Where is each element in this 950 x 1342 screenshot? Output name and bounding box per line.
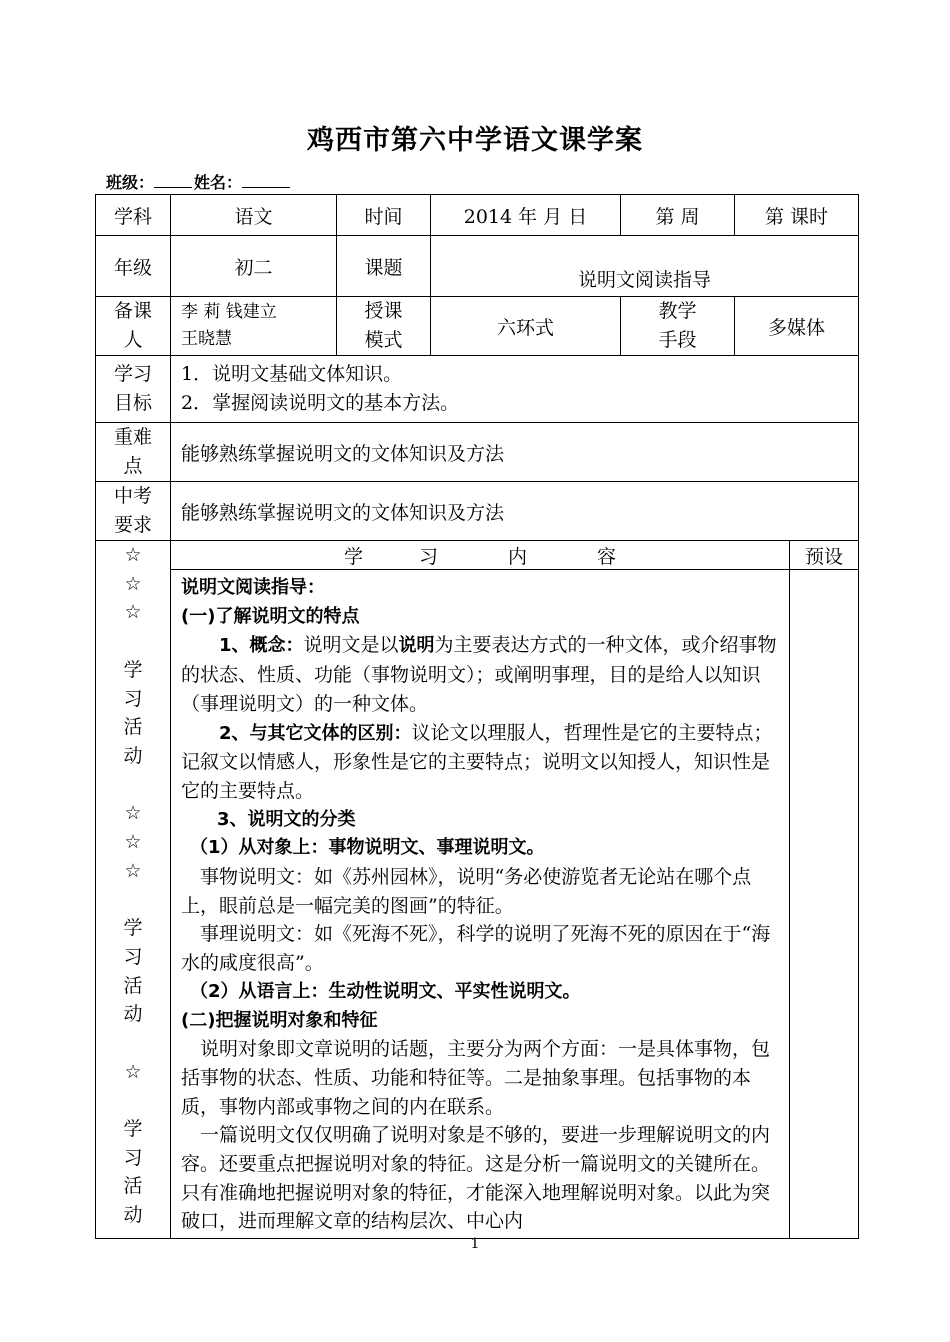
means-label-line1: 教学: [658, 300, 697, 322]
content-header-char: 学: [343, 545, 363, 568]
class-blank: [154, 172, 192, 188]
date-value: 2014 年 月 日: [431, 195, 621, 236]
grade-label: 年级: [96, 236, 171, 297]
content-header-char: 容: [597, 545, 617, 568]
side-activity-char: 动: [123, 744, 143, 767]
subject-value: 语文: [171, 195, 337, 236]
goal-item: 1．说明文基础文体知识。: [181, 363, 403, 385]
side-activity-char: 活: [123, 974, 143, 997]
page-title: 鸡西市第六中学语文课学案: [307, 125, 643, 156]
side-activity-char: 习: [123, 1146, 143, 1169]
side-activity-char: 学: [123, 1117, 143, 1140]
star-icon: ☆: [124, 572, 142, 595]
row-content: [96, 570, 859, 1239]
section-heading-1: (一)了解说明文的特点: [181, 605, 360, 627]
week-value: 第 周: [621, 195, 735, 236]
side-activity-char: 习: [123, 945, 143, 968]
side-spacer: [96, 1029, 170, 1058]
side-activity-char: 动: [123, 1003, 143, 1026]
row-key-points: [96, 423, 859, 482]
section-heading-2: (二)把握说明对象和特征: [181, 1009, 378, 1031]
side-activity-char: 动: [123, 1204, 143, 1227]
goals-label: [96, 356, 171, 423]
prep-label-line1: 备课: [113, 300, 152, 322]
exam-label: [96, 482, 171, 541]
paragraph-classification: 3、说明文的分类: [217, 808, 356, 830]
side-spacer: [96, 1086, 170, 1115]
mode-label: [337, 297, 431, 356]
exam-text: 能够熟练掌握说明文的文体知识及方法: [171, 482, 859, 541]
star-icon: ☆: [124, 1060, 142, 1083]
goals-list: [171, 356, 859, 423]
key-label-line1: 重难: [113, 426, 152, 448]
preset-header: 预设: [790, 541, 859, 570]
means-label: [621, 297, 735, 356]
paragraph-by-object: （1）从对象上：事物说明文、事理说明文。: [190, 837, 545, 859]
preset-column: [790, 570, 859, 1239]
side-activity-char: 活: [123, 1175, 143, 1198]
topic-value: 说明文阅读指导: [431, 236, 859, 297]
mode-label-line2: 模式: [364, 329, 403, 351]
row-content-header: [96, 541, 859, 570]
row-goals: [96, 356, 859, 423]
content-header-char: 内: [508, 545, 528, 568]
side-spacer: [96, 771, 170, 800]
content-body: [171, 570, 790, 1239]
mode-value: 六环式: [431, 297, 621, 356]
concept-label: 1、概念：: [219, 635, 304, 657]
class-label: 班级：: [106, 173, 155, 192]
means-label-line2: 手段: [658, 329, 697, 351]
prep-label: [96, 297, 171, 356]
name-label: 姓名：: [194, 173, 243, 192]
paragraph-by-language: （2）从语言上：生动性说明文、平实性说明文。: [190, 980, 581, 1002]
preparers-line1: 李 莉 钱建立: [181, 302, 277, 322]
key-label: [96, 423, 171, 482]
mode-label-line1: 授课: [364, 300, 403, 322]
row-grade: [96, 236, 859, 297]
paragraph-object-definition: 说明对象即文章说明的话题，主要分为两个方面：一是具体事物，包括事物的状态、性质、功能和特征等。二是抽象事理。包括事物的本质，事物内部或事物之间的内在联系。: [181, 1038, 771, 1118]
key-text: 能够熟练掌握说明文的文体知识及方法: [171, 423, 859, 482]
row-preparers: [96, 297, 859, 356]
star-icon: ☆: [124, 859, 142, 882]
side-activity-char: 习: [123, 687, 143, 710]
star-icon: ☆: [124, 802, 142, 825]
concept-text-b: 说明: [398, 635, 435, 657]
subject-label: 学科: [96, 195, 171, 236]
side-spacer: [96, 627, 170, 656]
topic-label: 课题: [337, 236, 431, 297]
side-activity-char: 活: [123, 716, 143, 739]
class-name-line: [106, 170, 290, 193]
difference-text: 议论文以理服人，哲理性是它的主要特点；记叙文以情感人，形象性是它的主要特点；说明文以知授人，知识性是它的主要特点。: [181, 721, 773, 802]
paragraph-difference: [181, 719, 779, 806]
star-icon: ☆: [124, 831, 142, 853]
side-activity-char: 学: [123, 917, 143, 940]
lesson-plan-table: [95, 194, 859, 1239]
goal-item: 2．掌握阅读说明文的基本方法。: [181, 392, 460, 414]
side-spacer: [96, 885, 170, 914]
difference-label: 2、与其它文体的区别：: [219, 722, 412, 744]
content-heading: 说明文阅读指导：: [181, 577, 325, 598]
goals-label-line2: 目标: [113, 392, 152, 414]
paragraph-object-features: 一篇说明文仅仅明确了说明对象是不够的，要进一步理解说明文的内容。还要重点把握说明对象的特征。这是分析一篇说明文的关键所在。只有准确地把握说明对象的特征，才能深入地理解说明对象。以此为突破口，进而理解文章的结构层次、中心内: [181, 1124, 771, 1233]
star-icon: ☆: [124, 544, 142, 566]
preparers: [171, 297, 337, 356]
side-activity-column: [96, 541, 171, 1239]
content-header: [171, 541, 790, 570]
means-value: 多媒体: [735, 297, 859, 356]
row-subject: [96, 195, 859, 236]
goals-label-line1: 学习: [113, 363, 152, 385]
page-number: 1: [470, 1236, 480, 1252]
concept-text-a: 说明文是以: [303, 634, 399, 657]
row-exam: [96, 482, 859, 541]
paragraph-reason-explanation: 事理说明文：如《死海不死》，科学的说明了死海不死的原因在于“海水的咸度很高”。: [181, 923, 771, 975]
preparers-line2: 王晓慧: [181, 329, 232, 349]
content-header-char: 习: [418, 545, 438, 568]
prep-label-line2: 人: [123, 329, 143, 351]
exam-label-line1: 中考: [113, 485, 152, 507]
concept-text-c: 为主要表达方式的一种文体，或介绍事物的状态、性质、功能（事物说明文）；或阐明事理，目的是给人以知识（事理说明文）的一种文体。: [181, 634, 777, 715]
key-label-line2: 点: [123, 455, 143, 477]
side-activity-char: 学: [123, 658, 143, 681]
star-icon: ☆: [124, 601, 142, 624]
name-blank: [242, 172, 290, 188]
time-label: 时间: [337, 195, 431, 236]
paragraph-thing-explanation: 事物说明文：如《苏州园林》，说明“务必使游览者无论站在哪个点上，眼前总是一幅完美的图画”的特征。: [181, 866, 752, 917]
period-value: 第 课时: [735, 195, 859, 236]
grade-value: 初二: [171, 236, 337, 297]
exam-label-line2: 要求: [113, 514, 152, 536]
paragraph-concept: [181, 631, 779, 718]
